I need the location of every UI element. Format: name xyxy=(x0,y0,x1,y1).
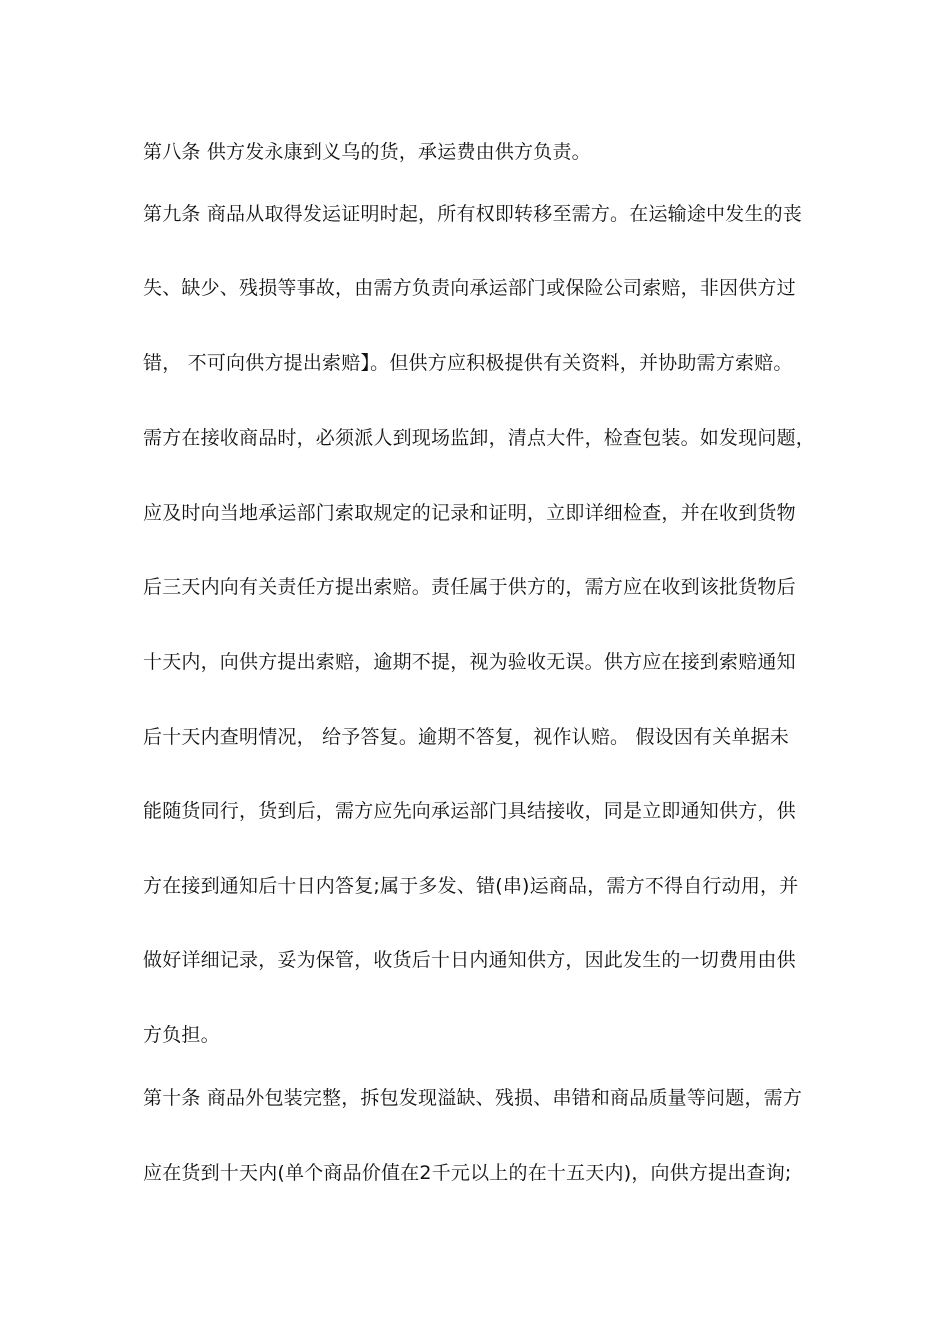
article-8-line: 第八条 供方发永康到义乌的货，承运费由供方负责。 xyxy=(143,141,591,163)
article-10-line-1: 第十条 商品外包装完整，拆包发现溢缺、残损、串错和商品质量等问题，需方 xyxy=(143,1087,803,1109)
article-10-line-2: 应在货到十天内(单个商品价值在2千元以上的在十五天内)，向供方提出查询; xyxy=(143,1162,792,1184)
article-9-line-10: 方在接到通知后十日内答复;属于多发、错(串)运商品，需方不得自行动用，并 xyxy=(143,875,799,897)
article-9-line-7: 十天内，向供方提出索赔，逾期不提，视为验收无误。供方应在接到索赔通知 xyxy=(143,651,796,673)
article-9-line-5: 应及时向当地承运部门索取规定的记录和证明，立即详细检查，并在收到货物 xyxy=(143,502,796,524)
article-9-line-4: 需方在接收商品时，必须派人到现场监卸，清点大件，检查包装。如发现问题， xyxy=(143,427,816,449)
article-9-line-6: 后三天内向有关责任方提出索赔。责任属于供方的，需方应在收到该批货物后 xyxy=(143,576,796,598)
article-9-line-3: 错， 不可向供方提出索赔】。但供方应积极提供有关资料，并协助需方索赔。 xyxy=(143,352,793,374)
article-9-line-1: 第九条 商品从取得发运证明时起，所有权即转移至需方。在运输途中发生的丧 xyxy=(143,203,803,225)
article-9-line-9: 能随货同行，货到后，需方应先向承运部门具结接收，同是立即通知供方，供 xyxy=(143,800,796,822)
article-9-line-11: 做好详细记录，妥为保管，收货后十日内通知供方，因此发生的一切费用由供 xyxy=(143,949,796,971)
article-9-line-8: 后十天内查明情况， 给予答复。逾期不答复，视作认赔。 假设因有关单据未 xyxy=(143,726,790,748)
article-9-line-2: 失、缺少、残损等事故，由需方负责向承运部门或保险公司索赔，非因供方过 xyxy=(143,277,796,299)
article-9-line-12: 方负担。 xyxy=(143,1024,220,1046)
